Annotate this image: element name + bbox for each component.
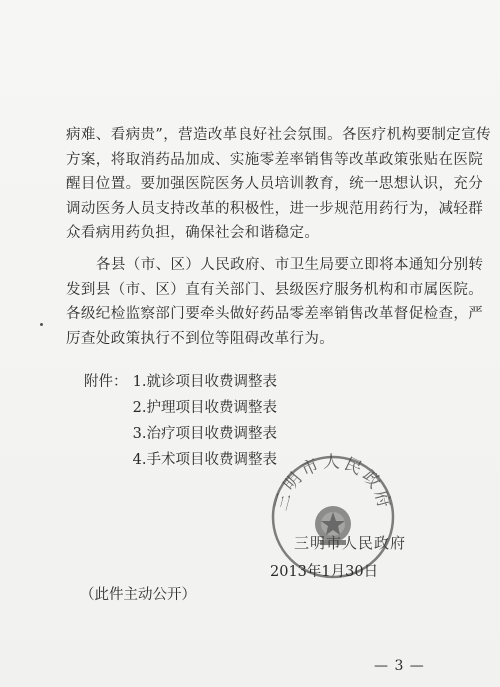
seal-text: 三明市人民政府 xyxy=(271,452,395,513)
disclosure-note: （此件主动公开） xyxy=(80,587,196,603)
paragraph-2-line: 厉查处政策执行不到位等阻碍改革行为。 xyxy=(66,330,335,347)
scan-speck xyxy=(40,323,43,326)
attachment-text: 1.就诊项目收费调整表 xyxy=(132,374,277,390)
paragraph-1-line: 病难、看病贵”，营造改革良好社会氛围。各医疗机构要制定宣传 xyxy=(66,127,492,143)
attachment-text: 3.治疗项目收费调整表 xyxy=(132,426,277,442)
paragraph-2-line: 各级纪检监察部门要牵头做好药品零差率销售改革督促检查，严 xyxy=(66,306,484,322)
issuer-name: 三明市人民政府 xyxy=(294,534,407,552)
attachment-text: 2.护理项目收费调整表 xyxy=(132,400,277,416)
paragraph-1-line: 醒目位置。要加强医院医务人员培训教育，统一思想认识，充分 xyxy=(66,176,484,192)
paragraph-1-line: 方案，将取消药品加成、实施零差率销售等改革政策张贴在医院 xyxy=(66,151,484,168)
page-number: — 3 — xyxy=(374,658,425,674)
issue-date: 2013年1月30日 xyxy=(270,564,379,580)
paragraph-2 xyxy=(66,253,484,351)
paragraph-1-line: 调动医务人员支持改革的积极性，进一步规范用药行为，减轻群 xyxy=(66,200,484,217)
paragraph-2-line: 各县（市、区）人民政府、市卫生局要立即将本通知分别转 xyxy=(96,257,484,273)
svg-text:三明市人民政府 xyxy=(271,453,394,513)
paragraph-1 xyxy=(66,123,492,246)
paragraph-1-line: 众看病用药负担，确保社会和谐稳定。 xyxy=(66,225,320,241)
attachment-item xyxy=(84,421,277,447)
attachment-item xyxy=(84,447,277,473)
attachment-item xyxy=(84,395,277,421)
attachment-item xyxy=(84,369,277,395)
attachment-text: 4.手术项目收费调整表 xyxy=(132,452,277,468)
attachments-list xyxy=(84,369,277,473)
attachments-label: 附件： xyxy=(84,374,128,390)
paragraph-2-line: 发到县（市、区）直有关部门、县级医疗服务机构和市属医院。 xyxy=(66,281,484,298)
